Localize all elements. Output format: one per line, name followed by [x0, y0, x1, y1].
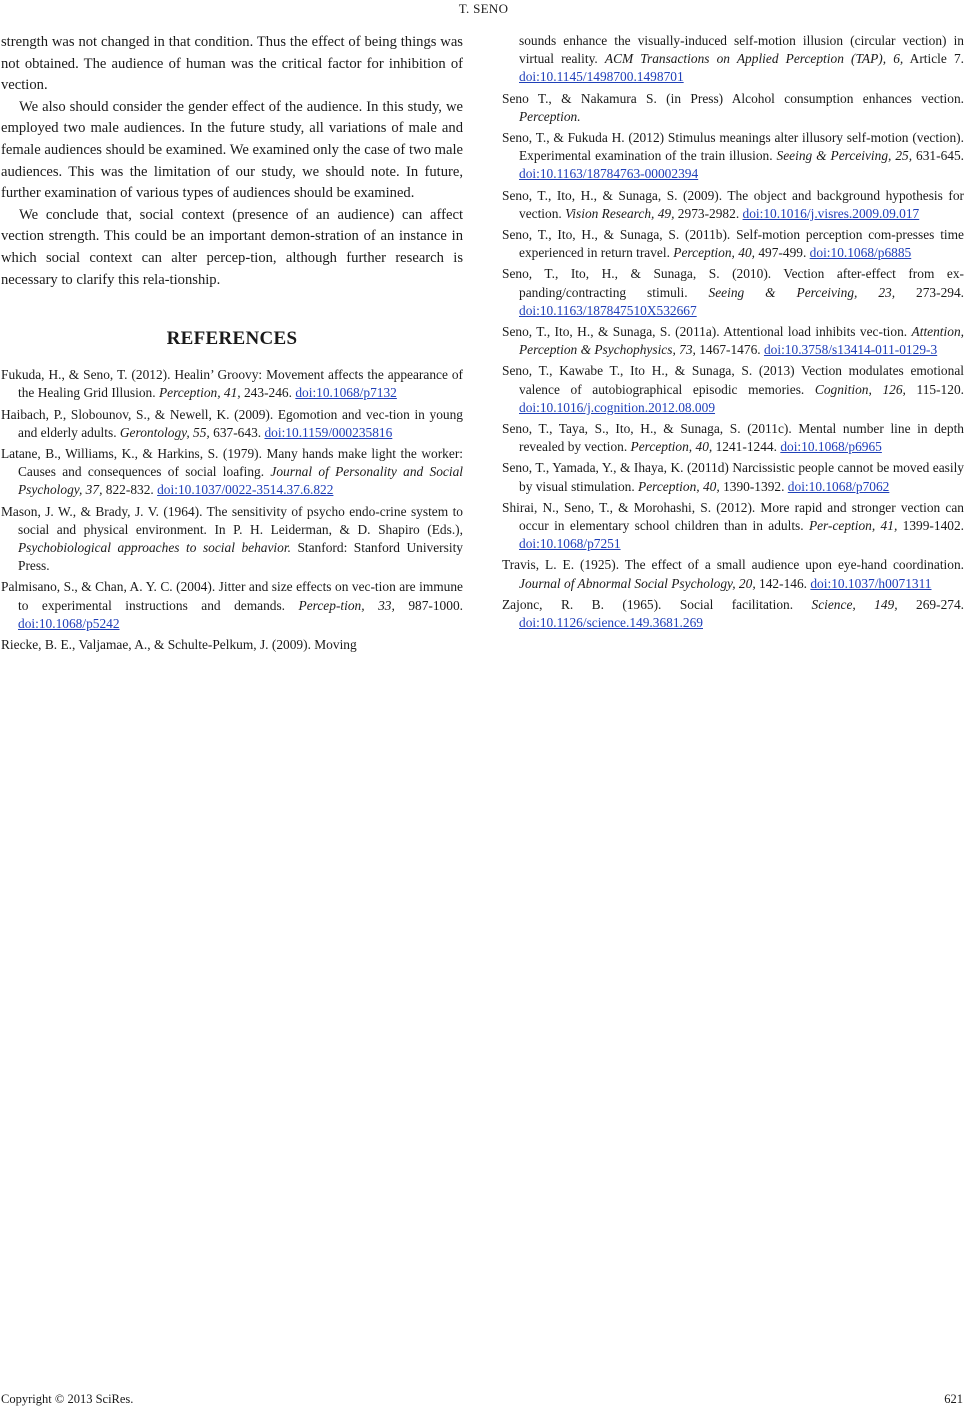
reference-entry [502, 459, 964, 495]
reference-entry [502, 323, 964, 359]
reference-journal: Psychobiological approaches to social behavior. [18, 539, 291, 555]
reference-pages: 273-294. [895, 284, 965, 300]
reference-text: Shirai, N., Seno, T., & Morohashi, S. (2012). More rapid and stronger vection can occur in elementary school children than in adults. [502, 499, 964, 534]
reference-journal: Perception, 40, [673, 245, 755, 261]
reference-entry [502, 32, 964, 87]
reference-entry [1, 406, 463, 442]
reference-text: Latane, B., Williams, K., & Harkins, S. (1979). Many hands make light the worker: Causes and consequences of social loafing. [1, 445, 463, 480]
reference-text: Seno, T., Ito, H., & Sunaga, S. (2011a). Attentional load inhibits vec-tion. [502, 324, 912, 340]
references-list-right [502, 32, 964, 632]
reference-pages: 631-645. [912, 148, 964, 164]
reference-pages: 1467-1476. [695, 342, 761, 358]
reference-journal: Vision Research, 49, [565, 205, 675, 221]
reference-entry [1, 445, 463, 500]
reference-text: Seno, T., Yamada, Y., & Ihaya, K. (2011d) Narcissistic people cannot be moved easily by visual stimulation. [502, 460, 964, 494]
reference-text: Seno T., & Nakamura S. (in Press) Alcohol consumption enhances vection. [502, 90, 964, 106]
doi-link[interactable]: doi:10.1068/p7132 [295, 385, 397, 401]
reference-entry [502, 556, 964, 592]
reference-entry [502, 596, 964, 632]
reference-journal: Seeing & Perceiving, 23, [708, 284, 896, 300]
reference-text: Riecke, B. E., Valjamae, A., & Schulte-Pelkum, J. (2009). Moving [1, 636, 357, 652]
reference-entry [502, 187, 964, 223]
reference-entry [502, 129, 964, 184]
doi-link[interactable]: doi:10.1068/p6885 [809, 245, 912, 261]
reference-pages: Article 7. [903, 51, 964, 67]
footer-page-number: 621 [944, 1392, 963, 1406]
doi-link[interactable]: doi:10.1016/j.visres.2009.09.017 [742, 205, 920, 221]
reference-journal: Cognition, 126, [814, 381, 906, 397]
reference-pages: 1390-1392. [719, 478, 785, 494]
doi-link[interactable]: doi:10.1068/p7251 [519, 536, 621, 552]
reference-entry [502, 90, 964, 126]
references-list-left [1, 366, 463, 654]
reference-pages: 142-146. [755, 575, 807, 591]
reference-pages: 1399-1402. [897, 518, 964, 534]
reference-pages: 822-832. [102, 482, 154, 498]
left-column [1, 32, 463, 657]
reference-journal: Seeing & Perceiving, 25, [776, 148, 913, 164]
reference-journal: Journal of Personality and Social Psychology, 37, [18, 464, 463, 498]
reference-pages: 987-1000. [394, 597, 463, 613]
reference-journal: Perception, 41, [158, 385, 241, 401]
reference-journal: Perception, 40, [630, 439, 713, 455]
reference-entry [502, 362, 964, 417]
doi-link[interactable]: doi:10.1068/p6965 [780, 439, 882, 455]
doi-link[interactable]: doi:10.1163/18784763-00002394 [519, 166, 699, 182]
reference-pages: Stanford: Stanford University Press. [18, 539, 463, 574]
reference-journal: Perception. [519, 108, 581, 124]
doi-link[interactable]: doi:10.1163/187847510X532667 [519, 302, 697, 318]
reference-entry [502, 499, 964, 554]
reference-pages: 1241-1244. [712, 439, 777, 455]
reference-journal: Gerontology, 55, [119, 424, 210, 440]
reference-text: Seno, T., Ito, H., & Sunaga, S. (2011b). Self-motion perception com-presses time experienced in return travel. [502, 227, 964, 261]
right-column [502, 32, 964, 635]
body-paragraph: We also should consider the gender effect of the audience. In this study, we employed two male audiences. In the future study, all variations of male and female audiences should be examined. We examined only the case of two male audiences. This was the limitation of our study, we should note. In future, further examination of various types of audiences should be examined. [1, 98, 463, 202]
reference-entry [502, 265, 964, 320]
reference-pages: 637-643. [209, 424, 262, 440]
doi-link[interactable]: doi:10.1068/p5242 [18, 615, 120, 631]
reference-journal: Percep-tion, 33, [298, 597, 395, 613]
reference-journal: ACM Transactions on Applied Perception (TAP), 6, [604, 51, 904, 67]
reference-text: Seno, T., Taya, S., Ito, H., & Sunaga, S. (2011c). Mental number line in depth revealed by vection. [502, 421, 964, 455]
reference-pages: 2973-2982. [674, 205, 740, 221]
reference-text: sounds enhance the visually-induced self-motion illusion (circular vection) in virtual reality. [519, 33, 964, 67]
running-header: T. SENO [458, 1, 509, 16]
reference-journal: Attention, Perception & Psychophysics, 73, [519, 324, 964, 358]
reference-pages: 243-246. [240, 385, 292, 401]
reference-text: Seno, T., Ito, H., & Sunaga, S. (2010). Vection after-effect from ex-panding/contracting stimuli. [502, 266, 964, 300]
doi-link[interactable]: doi:10.1016/j.cognition.2012.08.009 [519, 399, 716, 415]
doi-link[interactable]: doi:10.1068/p7062 [787, 478, 890, 494]
reference-entry [1, 366, 463, 402]
reference-pages: 115-120. [905, 381, 964, 397]
body-paragraph: We conclude that, social context (presence of an audience) can affect vection strength. This could be an important demon-stration of an instance in which social context can alter percep-tion, although further research is necessary to clarify this rela-tionship. [1, 206, 463, 288]
reference-journal: Per-ception, 41, [808, 518, 898, 534]
reference-journal: Perception, 40, [638, 478, 720, 494]
body-paragraph: strength was not changed in that condition. Thus the effect of being things was not obtained. The audience of human was the critical factor for inhibition of vection. [1, 34, 463, 94]
reference-text: Seno, T., Ito, H., & Sunaga, S. (2009). The object and background hypothesis for vection. [502, 187, 964, 221]
reference-journal: Journal of Abnormal Social Psychology, 20, [519, 575, 756, 591]
reference-text: Zajonc, R. B. (1965). Social facilitation. [502, 596, 812, 612]
doi-link[interactable]: doi:10.1037/0022-3514.37.6.822 [157, 482, 334, 498]
reference-entry [1, 503, 463, 576]
reference-text: Seno, T., Kawabe T., Ito H., & Sunaga, S. (2013) Vection modulates emotional valence of autobiographical episodic memories. [502, 363, 964, 397]
reference-pages: 269-274. [897, 596, 964, 612]
reference-text: Fukuda, H., & Seno, T. (2012). Healin’ Groovy: Movement affects the appearance of the Healing Grid Illusion. [1, 367, 463, 401]
doi-link[interactable]: doi:10.1126/science.149.3681.269 [519, 615, 703, 631]
reference-entry [1, 578, 463, 633]
reference-entry [502, 226, 964, 262]
reference-entry [1, 636, 463, 654]
reference-text: Seno, T., & Fukuda H. (2012) Stimulus meanings alter illusory self-motion (vection). Experimental examination of the train illusion. [502, 130, 964, 164]
reference-entry [502, 420, 964, 456]
reference-text: Palmisano, S., & Chan, A. Y. C. (2004). Jitter and size effects on vec-tion are immune to experimental instructions and demands. [1, 579, 463, 613]
footer-copyright: Copyright © 2013 SciRes. [1, 1392, 134, 1406]
reference-pages: 497-499. [754, 245, 807, 261]
reference-text: Mason, J. W., & Brady, J. V. (1964). The sensitivity of psycho endo-crine system to social and physical environment. In P. H. Leiderman, & D. Shapiro (Eds.), [1, 503, 463, 537]
reference-journal: Science, 149, [811, 596, 898, 612]
doi-link[interactable]: doi:10.1145/1498700.1498701 [519, 69, 684, 85]
references-heading: REFERENCES [166, 328, 298, 350]
doi-link[interactable]: doi:10.3758/s13414-011-0129-3 [763, 342, 938, 358]
doi-link[interactable]: doi:10.1037/h0071311 [810, 575, 932, 591]
reference-text: Travis, L. E. (1925). The effect of a small audience upon eye-hand coordination. [502, 557, 964, 573]
doi-link[interactable]: doi:10.1159/000235816 [264, 424, 393, 440]
reference-text: Haibach, P., Slobounov, S., & Newell, K. (2009). Egomotion and vec-tion in young and elderly adults. [1, 406, 463, 440]
